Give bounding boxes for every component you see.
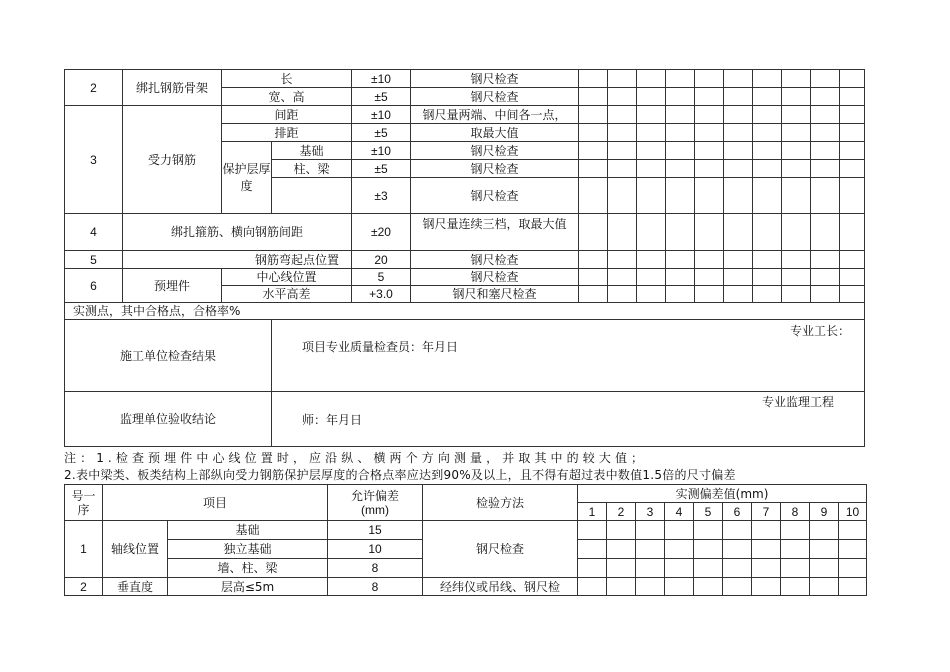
sub-item: 间距 xyxy=(222,106,352,124)
cell[interactable] xyxy=(839,578,867,596)
item-name: 绑扎钢筋骨架 xyxy=(123,70,222,106)
supervision-label: 监理单位验收结论 xyxy=(65,392,272,447)
cell[interactable] xyxy=(781,540,810,559)
cell[interactable] xyxy=(724,88,753,106)
cell[interactable] xyxy=(724,70,753,88)
cell[interactable] xyxy=(810,559,839,578)
cell[interactable] xyxy=(753,251,782,269)
tolerance: +3.0 xyxy=(352,286,411,303)
cell[interactable] xyxy=(608,286,637,303)
cell[interactable] xyxy=(782,286,811,303)
summary-row xyxy=(65,303,865,320)
cell[interactable] xyxy=(781,521,810,540)
cell[interactable] xyxy=(666,178,695,214)
method: 钢尺检查 xyxy=(411,160,579,178)
table-row xyxy=(65,251,865,269)
cell[interactable] xyxy=(694,521,723,540)
tolerance: ±3 xyxy=(352,178,411,214)
row-number: 4 xyxy=(65,214,123,251)
table-row xyxy=(65,578,867,596)
cell[interactable] xyxy=(724,178,753,214)
cell[interactable] xyxy=(666,88,695,106)
cell[interactable] xyxy=(666,142,695,160)
cell[interactable] xyxy=(636,578,665,596)
cell[interactable] xyxy=(666,269,695,286)
item-name: 轴线位置 xyxy=(103,521,168,578)
cell[interactable] xyxy=(753,178,782,214)
cell[interactable] xyxy=(781,559,810,578)
row-number: 5 xyxy=(65,251,123,269)
cell[interactable] xyxy=(840,106,865,124)
item-name: 预埋件 xyxy=(123,269,222,303)
cell[interactable] xyxy=(579,124,608,142)
cell[interactable] xyxy=(637,160,666,178)
sub-item: 基础 xyxy=(272,142,352,160)
cell[interactable] xyxy=(608,88,637,106)
cell[interactable] xyxy=(811,124,840,142)
column-number: 9 xyxy=(810,503,839,521)
cell[interactable] xyxy=(608,160,637,178)
cell[interactable] xyxy=(753,70,782,88)
sub-item: 宽、高 xyxy=(222,88,352,106)
note-line-1: 注：1.检查预埋件中心线位置时，应沿纵、横两个方向测量，并取其中的较大值； xyxy=(64,451,648,465)
cell[interactable] xyxy=(578,521,607,540)
method: 钢尺检查 xyxy=(423,521,578,578)
cell[interactable] xyxy=(666,251,695,269)
cell[interactable] xyxy=(637,214,666,251)
cell[interactable] xyxy=(695,286,724,303)
cell[interactable] xyxy=(753,142,782,160)
cell[interactable] xyxy=(578,578,607,596)
cell[interactable] xyxy=(723,540,752,559)
row-number: 6 xyxy=(65,269,123,303)
cell[interactable] xyxy=(636,521,665,540)
table-row xyxy=(65,269,865,286)
cell[interactable] xyxy=(752,540,781,559)
cell[interactable] xyxy=(608,214,637,251)
cell[interactable] xyxy=(724,251,753,269)
tolerance: ±5 xyxy=(352,160,411,178)
cell[interactable] xyxy=(782,160,811,178)
cell[interactable] xyxy=(782,88,811,106)
cell[interactable] xyxy=(665,559,694,578)
cell[interactable] xyxy=(840,214,865,251)
cell[interactable] xyxy=(607,559,636,578)
note-line-2: 2.表中梁类、板类结构上部纵向受力钢筋保护层厚度的合格点率应达到90%及以上，且不得有超过表中数值1.5倍的尺寸偏差 xyxy=(64,468,736,482)
measured-header: 实测偏差值(mm) xyxy=(578,485,867,503)
cell[interactable] xyxy=(637,178,666,214)
cell[interactable] xyxy=(752,578,781,596)
cell[interactable] xyxy=(782,124,811,142)
cell[interactable] xyxy=(666,214,695,251)
sub-item: 排距 xyxy=(222,124,352,142)
seq-header xyxy=(65,485,103,521)
method: 钢尺量连续三档，取最大值 xyxy=(411,214,579,251)
cell[interactable] xyxy=(724,106,753,124)
cell[interactable] xyxy=(811,269,840,286)
cell[interactable] xyxy=(782,251,811,269)
item-name: 受力钢筋 xyxy=(123,106,222,214)
sub-item: 层高≤5m xyxy=(168,578,328,596)
cell[interactable] xyxy=(782,214,811,251)
cell[interactable] xyxy=(753,286,782,303)
tolerance: 20 xyxy=(352,251,411,269)
column-number: 10 xyxy=(839,503,867,521)
column-number: 4 xyxy=(665,503,694,521)
cell[interactable] xyxy=(637,124,666,142)
column-number: 1 xyxy=(578,503,607,521)
seq-header-top: 号一 xyxy=(71,488,96,503)
tolerance: ±5 xyxy=(352,88,411,106)
cell[interactable] xyxy=(579,178,608,214)
sub-item: 基础 xyxy=(168,521,328,540)
tolerance: ±10 xyxy=(352,106,411,124)
cell[interactable] xyxy=(840,124,865,142)
cell[interactable] xyxy=(637,251,666,269)
cell[interactable] xyxy=(752,521,781,540)
sub-item: 水平高差 xyxy=(222,286,352,303)
cell[interactable] xyxy=(782,142,811,160)
cell[interactable] xyxy=(782,70,811,88)
cell[interactable] xyxy=(723,521,752,540)
cell[interactable] xyxy=(753,214,782,251)
cell[interactable] xyxy=(579,214,608,251)
cell[interactable] xyxy=(753,88,782,106)
table-row xyxy=(65,214,865,251)
cell[interactable] xyxy=(579,70,608,88)
cell[interactable] xyxy=(665,521,694,540)
item-name: 垂直度 xyxy=(103,578,168,596)
cell[interactable] xyxy=(840,269,865,286)
row-number: 1 xyxy=(65,521,103,578)
cell[interactable] xyxy=(666,106,695,124)
sign-label: 师：年月日 xyxy=(302,413,363,427)
inspection-table-2 xyxy=(64,484,867,596)
sub-item: 墙、柱、梁 xyxy=(168,559,328,578)
cell[interactable] xyxy=(608,124,637,142)
table-row xyxy=(65,70,865,88)
item-header: 项目 xyxy=(103,485,328,521)
cell[interactable] xyxy=(811,88,840,106)
method: 钢尺和塞尺检查 xyxy=(411,286,579,303)
cell[interactable] xyxy=(811,214,840,251)
cell[interactable] xyxy=(811,286,840,303)
cell[interactable] xyxy=(695,178,724,214)
cell[interactable] xyxy=(724,124,753,142)
cell[interactable] xyxy=(695,70,724,88)
cell[interactable] xyxy=(694,540,723,559)
tolerance: 8 xyxy=(328,578,423,596)
cell[interactable] xyxy=(840,286,865,303)
cell[interactable] xyxy=(637,106,666,124)
cell[interactable] xyxy=(608,269,637,286)
table-row xyxy=(65,106,865,124)
cell[interactable] xyxy=(665,540,694,559)
cell[interactable] xyxy=(840,70,865,88)
method: 取最大值 xyxy=(411,124,579,142)
cell[interactable] xyxy=(579,88,608,106)
cell[interactable] xyxy=(695,142,724,160)
cell[interactable] xyxy=(811,142,840,160)
cell[interactable] xyxy=(840,178,865,214)
cell[interactable] xyxy=(724,286,753,303)
cell[interactable] xyxy=(694,559,723,578)
cell[interactable] xyxy=(579,160,608,178)
tolerance: 15 xyxy=(328,521,423,540)
cell[interactable] xyxy=(666,286,695,303)
cell[interactable] xyxy=(811,106,840,124)
construction-label: 施工单位检查结果 xyxy=(65,320,272,392)
tolerance: 5 xyxy=(352,269,411,286)
cell[interactable] xyxy=(810,521,839,540)
item-name: 绑扎箍筋、横向钢筋间距 xyxy=(123,214,352,251)
cell[interactable] xyxy=(607,540,636,559)
cell[interactable] xyxy=(695,251,724,269)
item-name: 钢筋弯起点位置 xyxy=(123,251,352,269)
group-label: 保护层厚度 xyxy=(222,142,272,214)
cell[interactable] xyxy=(695,106,724,124)
sub-item: 长 xyxy=(222,70,352,88)
cell[interactable] xyxy=(666,70,695,88)
cell[interactable] xyxy=(637,286,666,303)
tolerance: ±5 xyxy=(352,124,411,142)
method-header: 检验方法 xyxy=(423,485,578,521)
table-row xyxy=(65,521,867,540)
tolerance: ±10 xyxy=(352,142,411,160)
column-number: 5 xyxy=(694,503,723,521)
cell[interactable] xyxy=(752,559,781,578)
sub-item: 独立基础 xyxy=(168,540,328,559)
cell[interactable] xyxy=(695,160,724,178)
method: 钢尺检查 xyxy=(411,70,579,88)
tolerance: 10 xyxy=(328,540,423,559)
cell[interactable] xyxy=(811,251,840,269)
inspector-label: 项目专业质量检查员：年月日 xyxy=(302,340,459,354)
tolerance-header-top: 允许偏差 xyxy=(351,488,400,503)
cell[interactable] xyxy=(753,160,782,178)
column-number: 3 xyxy=(636,503,665,521)
method: 钢尺检查 xyxy=(411,178,579,214)
cell[interactable] xyxy=(724,160,753,178)
cell[interactable] xyxy=(636,559,665,578)
tolerance: 8 xyxy=(328,559,423,578)
method: 钢尺检查 xyxy=(411,269,579,286)
cell[interactable] xyxy=(782,178,811,214)
cell[interactable] xyxy=(782,106,811,124)
tolerance-header xyxy=(328,485,423,521)
cell[interactable] xyxy=(840,142,865,160)
cell[interactable] xyxy=(695,269,724,286)
cell[interactable] xyxy=(579,286,608,303)
cell[interactable] xyxy=(694,578,723,596)
cell[interactable] xyxy=(723,578,752,596)
cell[interactable] xyxy=(840,160,865,178)
cell[interactable] xyxy=(636,540,665,559)
sub-item xyxy=(272,178,352,214)
cell[interactable] xyxy=(753,124,782,142)
cell[interactable] xyxy=(666,160,695,178)
cell[interactable] xyxy=(579,142,608,160)
cell[interactable] xyxy=(753,106,782,124)
cell[interactable] xyxy=(579,269,608,286)
seq-header-bottom: 序 xyxy=(77,502,90,517)
tolerance: ±10 xyxy=(352,70,411,88)
cell[interactable] xyxy=(637,88,666,106)
cell[interactable] xyxy=(578,540,607,559)
method: 钢尺检查 xyxy=(411,251,579,269)
cell[interactable] xyxy=(637,70,666,88)
cell[interactable] xyxy=(637,269,666,286)
cell[interactable] xyxy=(579,251,608,269)
cell[interactable] xyxy=(608,106,637,124)
cell[interactable] xyxy=(695,124,724,142)
cell[interactable] xyxy=(753,269,782,286)
cell[interactable] xyxy=(723,559,752,578)
cell[interactable] xyxy=(724,214,753,251)
cell[interactable] xyxy=(608,178,637,214)
cell[interactable] xyxy=(810,578,839,596)
sub-item: 柱、梁 xyxy=(272,160,352,178)
method: 经纬仪或吊线、钢尺检 xyxy=(423,578,578,596)
cell[interactable] xyxy=(781,578,810,596)
construction-row xyxy=(65,320,865,392)
inspection-table-1 xyxy=(64,69,865,447)
row-number: 2 xyxy=(65,578,103,596)
supervision-result-cell[interactable] xyxy=(272,392,865,447)
cell[interactable] xyxy=(840,88,865,106)
cell[interactable] xyxy=(811,70,840,88)
cell[interactable] xyxy=(608,251,637,269)
cell[interactable] xyxy=(666,124,695,142)
cell[interactable] xyxy=(782,269,811,286)
cell[interactable] xyxy=(665,578,694,596)
supervision-row xyxy=(65,392,865,447)
tolerance: ±20 xyxy=(352,214,411,251)
cell[interactable] xyxy=(637,142,666,160)
tolerance-header-bottom: (mm) xyxy=(361,502,389,517)
cell[interactable] xyxy=(724,269,753,286)
engineer-label: 专业监理工程 xyxy=(762,395,835,409)
summary-text: 实测点，其中合格点，合格率% xyxy=(65,303,865,320)
cell[interactable] xyxy=(608,142,637,160)
cell[interactable] xyxy=(839,521,867,540)
column-number: 7 xyxy=(752,503,781,521)
header-row xyxy=(65,485,867,503)
row-number: 3 xyxy=(65,106,123,214)
cell[interactable] xyxy=(695,88,724,106)
cell[interactable] xyxy=(840,251,865,269)
cell[interactable] xyxy=(724,142,753,160)
cell[interactable] xyxy=(578,559,607,578)
cell[interactable] xyxy=(607,578,636,596)
cell[interactable] xyxy=(579,106,608,124)
sub-item: 中心线位置 xyxy=(222,269,352,286)
column-number: 6 xyxy=(723,503,752,521)
cell[interactable] xyxy=(608,70,637,88)
cell[interactable] xyxy=(811,160,840,178)
method: 钢尺检查 xyxy=(411,142,579,160)
cell[interactable] xyxy=(607,521,636,540)
cell[interactable] xyxy=(695,214,724,251)
column-number: 8 xyxy=(781,503,810,521)
cell[interactable] xyxy=(839,559,867,578)
column-number: 2 xyxy=(607,503,636,521)
cell[interactable] xyxy=(839,540,867,559)
method: 钢尺量两端、中间各一点， xyxy=(411,106,579,124)
cell[interactable] xyxy=(810,540,839,559)
row-number: 2 xyxy=(65,70,123,106)
construction-result-cell[interactable] xyxy=(272,320,865,392)
foreman-label: 专业工长： xyxy=(790,324,851,338)
cell[interactable] xyxy=(811,178,840,214)
method: 钢尺检查 xyxy=(411,88,579,106)
